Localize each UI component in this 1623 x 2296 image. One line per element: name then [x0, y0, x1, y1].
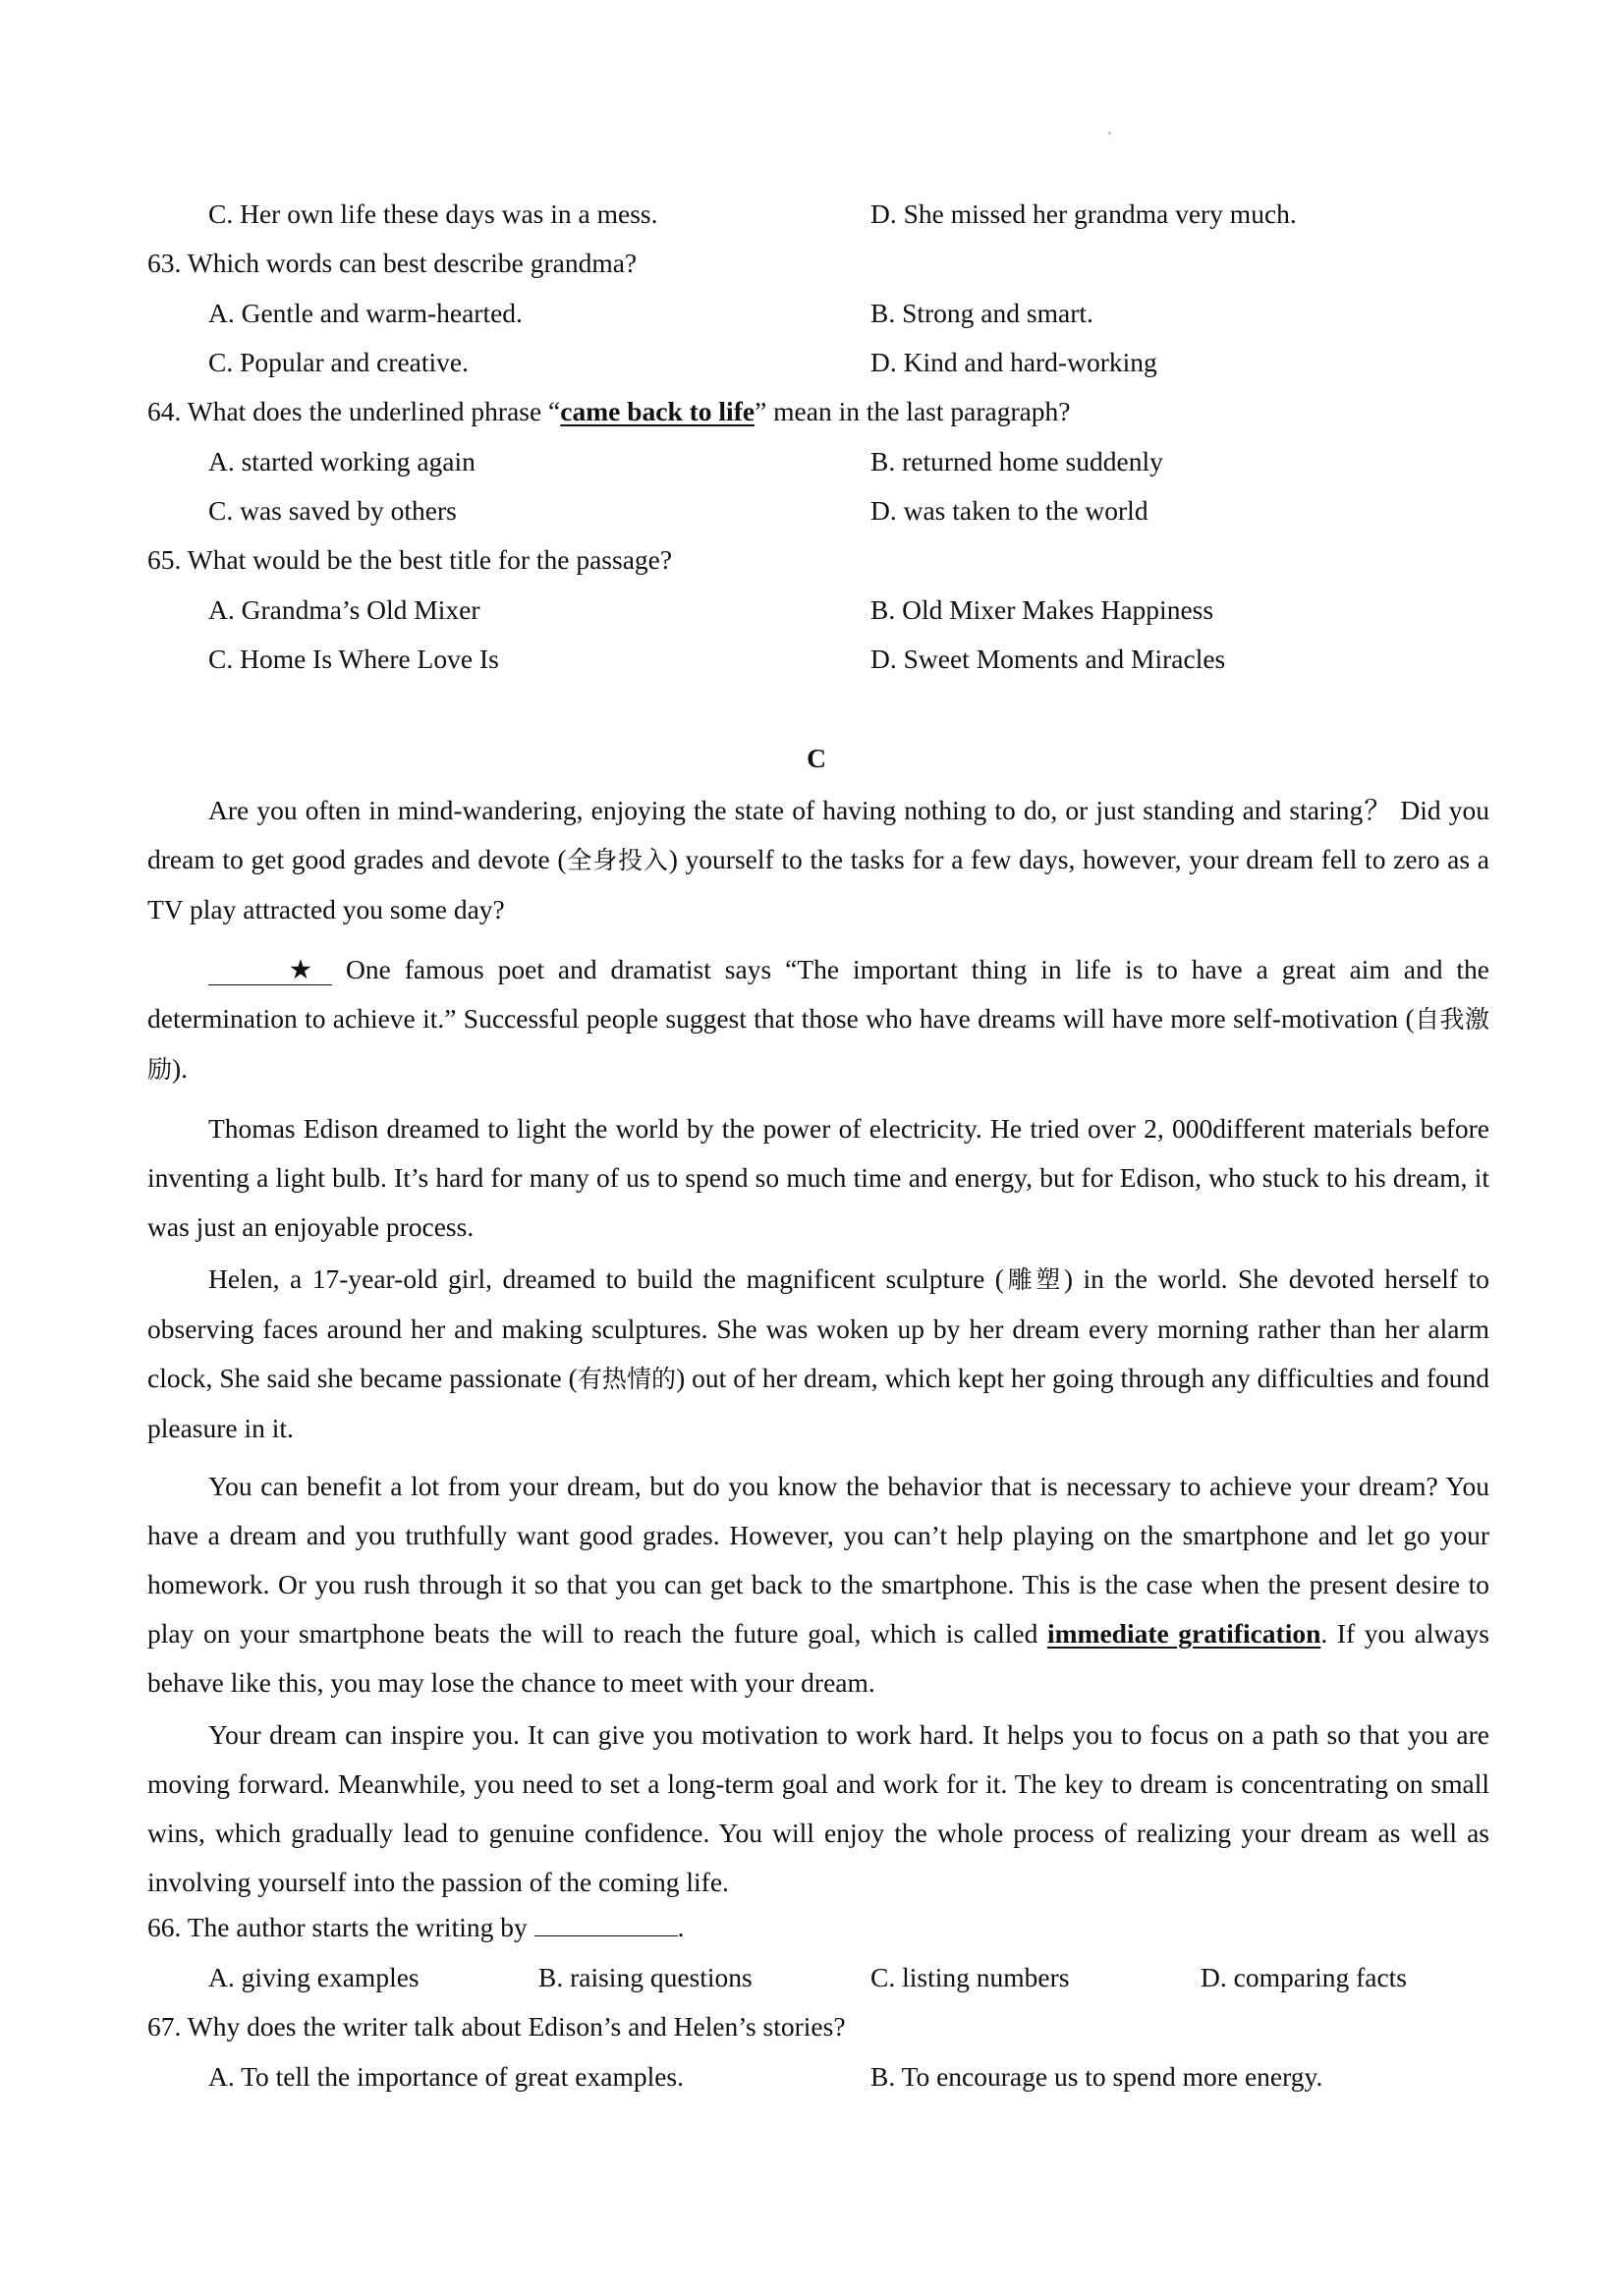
q64-option-c[interactable]: C. was saved by others: [208, 495, 457, 526]
p4-chinese-gloss-1: 雕塑: [1003, 1265, 1064, 1294]
q63-stem: 63. Which words can best describe grandma?: [147, 248, 638, 278]
q66-option-b[interactable]: B. raising questions: [538, 1962, 753, 1992]
q63-option-b[interactable]: B. Strong and smart.: [870, 298, 1093, 328]
p4-text-b: ) in the world. She devoted herself to observing faces around her and making sculptures. She was woken up by her dream every morning rather than her alarm clock, She said she became passionate (: [147, 1263, 1489, 1393]
q65-option-d[interactable]: D. Sweet Moments and Miracles: [870, 644, 1226, 674]
q64-stem-end: ” mean in the last paragraph?: [755, 396, 1071, 426]
p5-text-b: . If you always behave like this, you may lose the chance to meet with your dream.: [147, 1618, 1490, 1698]
p1-text-a: Are you often in mind-wandering, enjoying the state of having nothing to do, or just standing and staring？ Did you dream to get good grades and devote (: [147, 795, 1489, 874]
q67-option-a[interactable]: A. To tell the importance of great examples.: [208, 2061, 685, 2092]
p4-text-c: ) out of her dream, which kept her going through any difficulties and found pleasure in it.: [147, 1363, 1489, 1443]
scan-speck: [1108, 132, 1111, 135]
q62-option-d[interactable]: D. She missed her grandma very much.: [870, 198, 1297, 229]
star-icon: ★: [288, 954, 313, 984]
p2-text-b: ).: [172, 1053, 189, 1084]
q64-option-b[interactable]: B. returned home suddenly: [870, 446, 1163, 476]
p2-text-a: One famous poet and dramatist says “The important thing in life is to have a great aim and the determination to achieve it.” Successful people suggest that those who have dreams will have more self-motivation (: [147, 954, 1489, 1034]
q65-option-b[interactable]: B. Old Mixer Makes Happiness: [870, 594, 1214, 625]
q64-option-a[interactable]: A. started working again: [208, 446, 476, 476]
q65-option-a[interactable]: A. Grandma’s Old Mixer: [208, 594, 480, 625]
p4-chinese-gloss-2: 有热情的: [577, 1365, 677, 1393]
q66-option-c[interactable]: C. listing numbers: [870, 1962, 1070, 1992]
passage-paragraph-5: [147, 1462, 1489, 1708]
section-heading: C: [807, 743, 826, 773]
q66-option-a[interactable]: A. giving examples: [208, 1962, 420, 1992]
underlined-term: immediate gratification: [1046, 1618, 1321, 1649]
passage-paragraph-4: [147, 1255, 1489, 1453]
answer-blank[interactable]: [534, 1914, 678, 1936]
p2-chinese-gloss: 自我激励: [147, 1005, 1489, 1084]
passage-paragraph-2: [147, 945, 1489, 1094]
passage-paragraph-1: [147, 786, 1489, 934]
p1-text-b: ) yourself to the tasks for a few days, however, your dream fell to zero as a TV play attracted you some day?: [147, 844, 1489, 924]
q63-option-d[interactable]: D. Kind and hard-working: [870, 347, 1157, 377]
q65-option-c[interactable]: C. Home Is Where Love Is: [208, 644, 499, 674]
q62-option-c[interactable]: C. Her own life these days was in a mess.: [208, 198, 658, 229]
q64-option-d[interactable]: D. was taken to the world: [870, 495, 1148, 526]
passage-paragraph-6: Your dream can inspire you. It can give you motivation to work hard. It helps you to focus on a path so that you are moving forward. Meanwhile, you need to set a long-term goal and work for it. The key to dream is concentrating on small wins, which gradually lead to genuine confidence. You will enjoy the whole process of realizing your dream as well as involving yourself into the passion of the coming life.: [147, 1719, 1489, 1897]
q63-option-c[interactable]: C. Popular and creative.: [208, 347, 469, 377]
q65-stem: 65. What would be the best title for the passage?: [147, 544, 673, 575]
underlined-phrase: came back to life: [560, 396, 756, 426]
q66-stem-end: .: [677, 1912, 685, 1942]
q66-stem: [147, 1911, 684, 1944]
star-blank[interactable]: [208, 955, 332, 985]
q66-option-d[interactable]: D. comparing facts: [1201, 1962, 1407, 1992]
p5-text-a: You can benefit a lot from your dream, but do you know the behavior that is necessary to achieve your dream? You have a dream and you truthfully want good grades. However, you can’t help playing on the smartphone and let go your homework. Or you rush through it so that you can get back to the smartphone. This is the case when the present desire to play on your smartphone beats the will to reach the future goal, which is called: [147, 1471, 1489, 1649]
passage-paragraph-3: Thomas Edison dreamed to light the world by the power of electricity. He tried over 2, 000different materials before inventing a light bulb. It’s hard for many of us to spend so much time and energy, but for Edison, who stuck to his dream, it was just an enjoyable process.: [147, 1113, 1489, 1242]
q63-option-a[interactable]: A. Gentle and warm-hearted.: [208, 298, 523, 328]
q67-stem: 67. Why does the writer talk about Edison’s and Helen’s stories?: [147, 2011, 846, 2042]
q64-stem: [147, 395, 1071, 428]
q66-stem-text: 66. The author starts the writing by: [147, 1912, 534, 1942]
p1-chinese-gloss: 全身投入: [566, 846, 669, 874]
p4-text-a: Helen, a 17-year-old girl, dreamed to build the magnificent sculpture (: [208, 1263, 1004, 1294]
q64-stem-start: 64. What does the underlined phrase “: [147, 396, 561, 426]
q67-option-b[interactable]: B. To encourage us to spend more energy.: [870, 2061, 1323, 2092]
